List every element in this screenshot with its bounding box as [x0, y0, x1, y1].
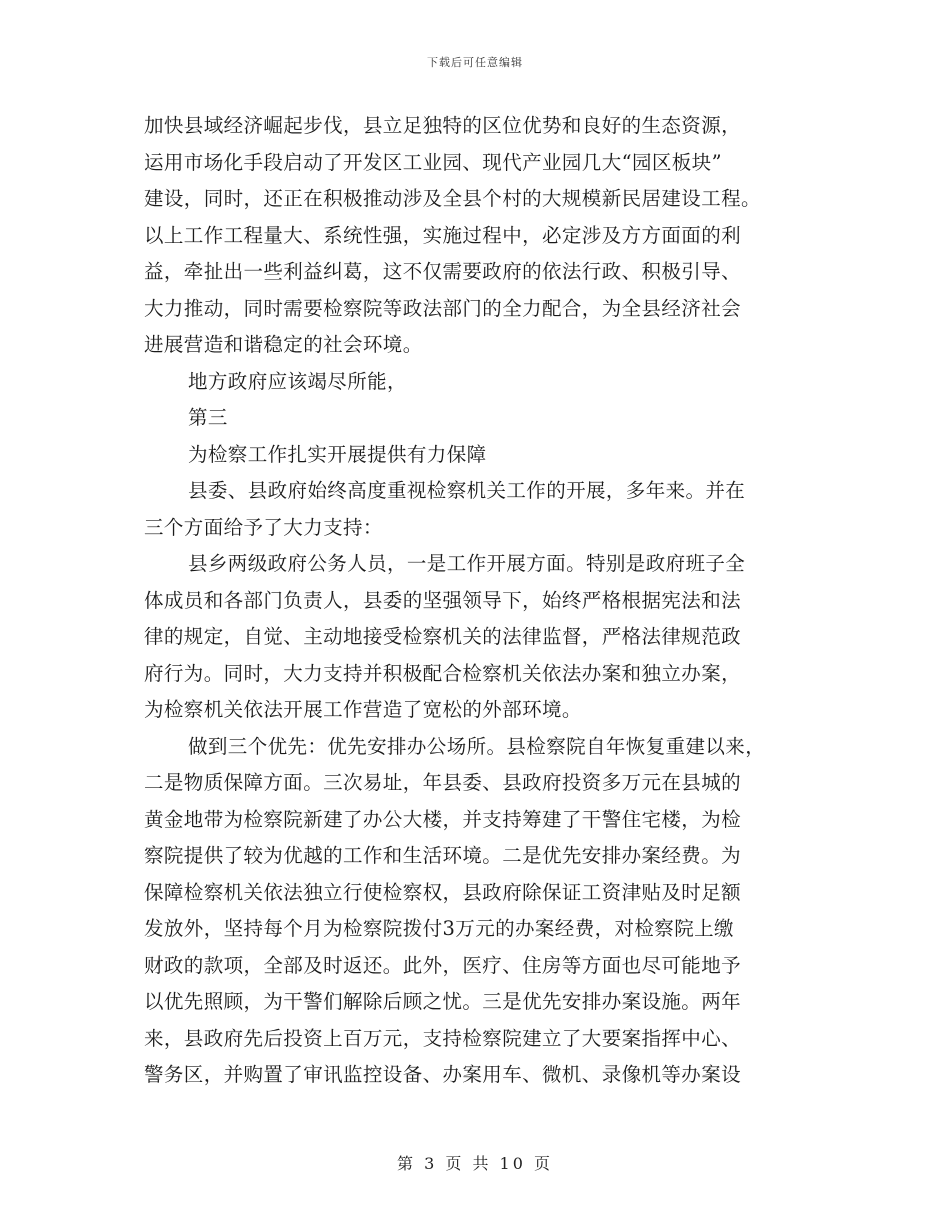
text-line: 发放外，坚持每个月为检察院拨付3万元的办案经费，对检察院上缴 — [144, 917, 734, 940]
text-line: 体成员和各部门负责人，县委的坚强领导下，始终严格根据宪法和法 — [144, 588, 742, 612]
page-footer: 第 3 页 共 10 页 — [397, 1154, 553, 1173]
text-line: 保障检察机关依法独立行使检察权，县政府除保证工资津贴及时足额 — [144, 880, 742, 904]
page-header: 下载后可任意编辑 — [427, 56, 523, 69]
text-line: 做到三个优先：优先安排办公场所。县检察院自年恢复重建以来， — [188, 734, 766, 758]
text-line: 警务区，并购置了审讯监控设备、办案用车、微机、录像机等办案设 — [144, 1063, 742, 1086]
text-line: 府行为。同时，大力支持并积极配合检察机关依法办案和独立办案， — [144, 661, 742, 685]
text-line: 为检察工作扎实开展提供有力保障 — [188, 442, 487, 466]
document-body — [144, 108, 808, 1094]
text-line: 县乡两级政府公务人员，一是工作开展方面。特别是政府班子全 — [188, 552, 746, 575]
text-line: 来，县政府先后投资上百万元，支持检察院建立了大要案指挥中心、 — [144, 1026, 742, 1050]
text-line: 三个方面给予了大力支持： — [144, 515, 383, 539]
text-line: 黄金地带为检察院新建了办公大楼，并支持筹建了干警住宅楼，为检 — [144, 807, 742, 831]
text-line: 加快县域经济崛起步伐，县立足独特的区位优势和良好的生态资源， — [144, 114, 742, 137]
text-line: 地方政府应该竭尽所能， — [188, 369, 407, 393]
text-line: 益，牵扯出一些利益纠葛，这不仅需要政府的依法行政、积极引导、 — [144, 260, 742, 283]
text-line: 律的规定，自觉、主动地接受检察机关的法律监督，严格法律规范政 — [144, 625, 742, 648]
text-line: 以优先照顾，为干警们解除后顾之忧。三是优先安排办案设施。两年 — [144, 990, 742, 1013]
text-line: 进展营造和谐稳定的社会环境。 — [144, 333, 423, 356]
text-line: 县委、县政府始终高度重视检察机关工作的开展，多年来。并在 — [188, 479, 746, 502]
text-line: 财政的款项，全部及时返还。此外，医疗、住房等方面也尽可能地予 — [144, 953, 742, 977]
text-line: 以上工作工程量大、系统性强，实施过程中，必定涉及方方面面的利 — [144, 223, 742, 247]
text-line: 为检察机关依法开展工作营造了宽松的外部环境。 — [144, 698, 582, 721]
text-line: 大力推动，同时需要检察院等政法部门的全力配合，为全县经济社会 — [144, 296, 742, 320]
text-line: 二是物质保障方面。三次易址，年县委、县政府投资多万元在县城的 — [144, 771, 742, 794]
text-line: 察院提供了较为优越的工作和生活环境。二是优先安排办案经费。为 — [144, 844, 742, 867]
text-line: 建设，同时，还正在积极推动涉及全县个村的大规模新民居建设工程。 — [144, 187, 761, 210]
text-line: 第三 — [188, 406, 228, 429]
text-line: 运用市场化手段启动了开发区工业园、现代产业园几大“园区板块” — [144, 150, 722, 174]
